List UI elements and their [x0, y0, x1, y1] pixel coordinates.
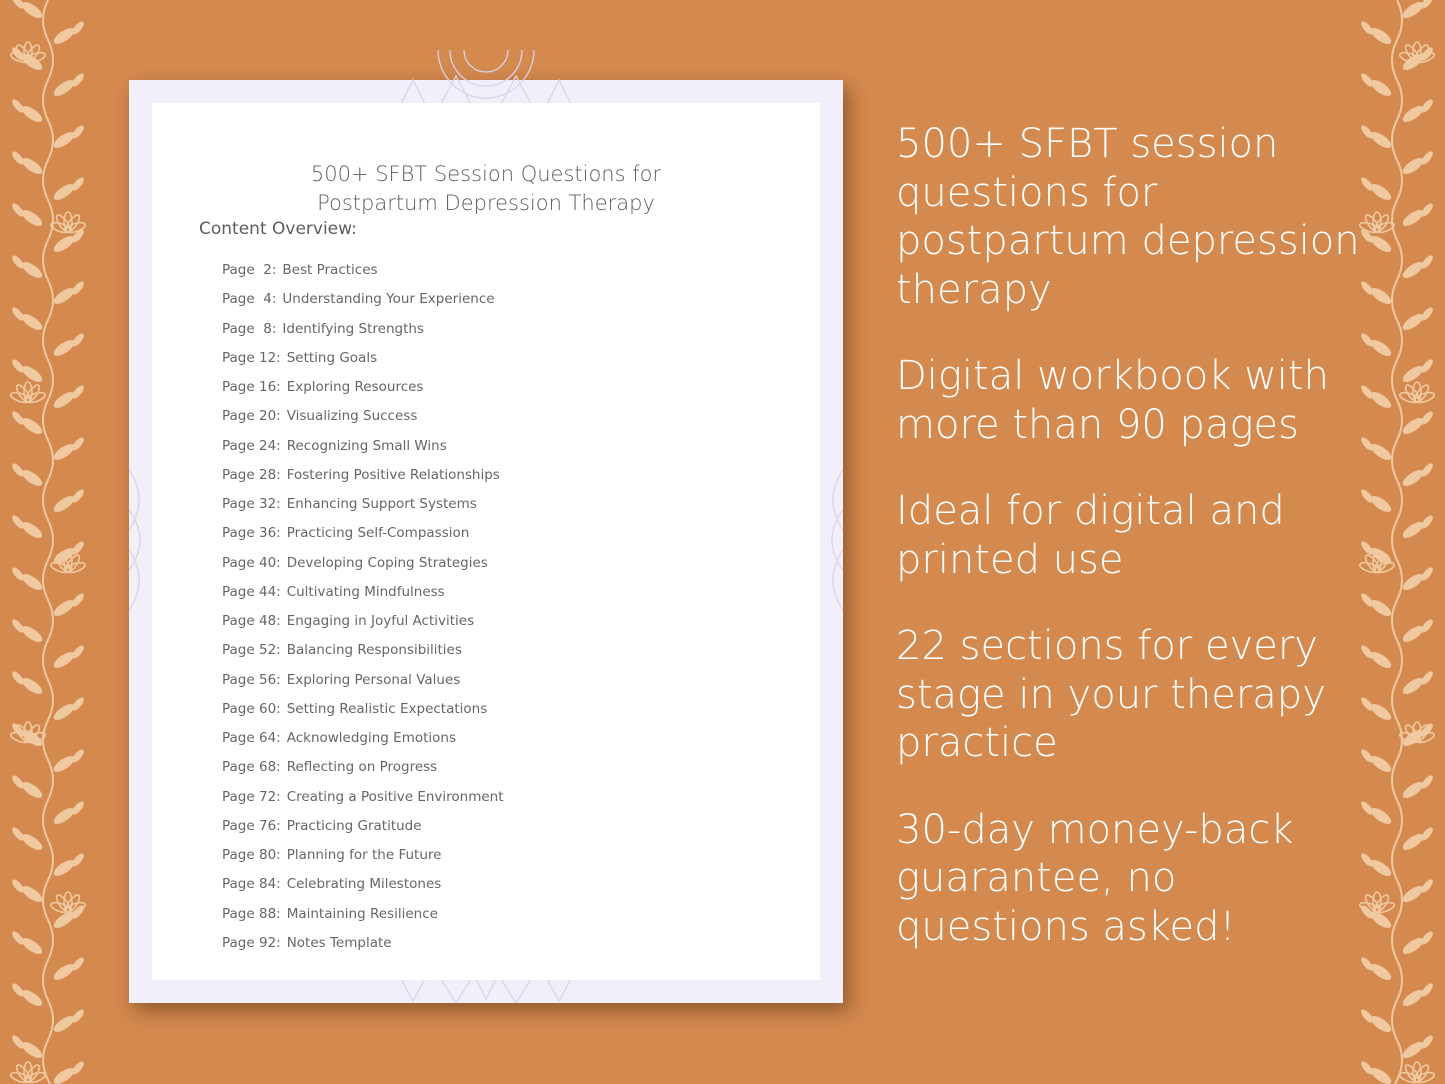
feature-line: printed use: [896, 536, 1124, 583]
toc-section-title: Exploring Resources: [286, 379, 424, 395]
toc-page-number: Page 60:: [222, 700, 281, 717]
toc-page-number: Page 72:: [222, 788, 281, 805]
feature-line: postpartum depression: [896, 218, 1360, 264]
toc-section-title: Identifying Strengths: [282, 320, 424, 337]
toc-section-title: Creating a Positive Environment: [286, 788, 504, 805]
toc-entry: [222, 870, 504, 899]
mandala-bottom-icon: [381, 979, 591, 1003]
toc-entry: [222, 812, 504, 841]
floral-vine-left-icon: [0, 0, 95, 1084]
toc-entry: [222, 607, 504, 636]
feature-item: [896, 622, 1366, 768]
toc-page-number: Page 4:: [222, 291, 277, 308]
toc-entry: [222, 841, 504, 870]
table-of-contents: [222, 256, 504, 958]
toc-entry: [222, 666, 504, 695]
toc-section-title: Visualizing Success: [286, 408, 418, 425]
toc-entry: [222, 929, 504, 958]
toc-page-number: Page 88:: [222, 905, 281, 922]
toc-entry: [222, 753, 504, 782]
toc-page-number: Page 84:: [222, 876, 281, 893]
toc-page-number: Page 36:: [222, 525, 281, 542]
toc-page-number: Page 32:: [222, 496, 281, 512]
toc-entry: [222, 461, 504, 490]
toc-entry: [222, 519, 504, 548]
toc-page-number: Page 40:: [222, 554, 281, 571]
toc-page-number: Page 48:: [222, 613, 281, 629]
feature-line: 30-day money-back: [896, 806, 1294, 853]
toc-page-number: Page 8:: [222, 320, 277, 337]
mandala-top-icon: [381, 50, 591, 104]
toc-page-number: Page 28:: [222, 466, 281, 483]
feature-line: 500+ SFBT session: [896, 121, 1279, 167]
feature-item: [896, 487, 1366, 584]
toc-entry: [222, 636, 504, 665]
content-overview-heading: Content Overview:: [199, 219, 357, 239]
feature-line: guarantee, no: [896, 855, 1177, 901]
toc-page-number: Page 92:: [222, 934, 281, 951]
toc-section-title: Reflecting on Progress: [286, 759, 438, 776]
toc-section-title: Notes Template: [286, 934, 392, 951]
feature-line: more than 90 pages: [896, 401, 1299, 448]
toc-page-number: Page 68:: [222, 759, 281, 776]
toc-section-title: Practicing Gratitude: [286, 817, 422, 834]
toc-section-title: Celebrating Milestones: [286, 876, 442, 893]
feature-list: [896, 120, 1366, 989]
feature-line: questions for: [896, 169, 1158, 216]
toc-page-number: Page 80:: [222, 847, 281, 863]
toc-section-title: Balancing Responsibilities: [286, 642, 462, 659]
toc-entry: [222, 549, 504, 578]
toc-section-title: Exploring Personal Values: [286, 671, 461, 688]
toc-page-number: Page 52:: [222, 642, 281, 659]
mandala-left-icon: [129, 460, 153, 620]
toc-section-title: Developing Coping Strategies: [286, 554, 488, 571]
mandala-right-icon: [819, 460, 843, 620]
toc-section-title: Planning for the Future: [286, 847, 442, 863]
toc-page-number: Page 56:: [222, 671, 281, 688]
toc-entry: [222, 900, 504, 929]
toc-section-title: Practicing Self-Compassion: [286, 525, 470, 542]
toc-page-number: Page 44:: [222, 583, 281, 600]
feature-line: 22 sections for every: [896, 623, 1318, 669]
toc-section-title: Setting Realistic Expectations: [286, 700, 488, 717]
toc-entry: [222, 315, 504, 344]
document-title: [152, 160, 820, 218]
toc-entry: [222, 402, 504, 431]
toc-section-title: Understanding Your Experience: [282, 291, 495, 308]
feature-line: practice: [896, 720, 1058, 766]
toc-entry: [222, 344, 504, 373]
toc-page-number: Page 2:: [222, 262, 277, 278]
toc-page-number: Page 24:: [222, 437, 281, 454]
toc-section-title: Engaging in Joyful Activities: [286, 613, 475, 629]
toc-page-number: Page 76:: [222, 817, 281, 834]
toc-section-title: Acknowledging Emotions: [286, 730, 456, 746]
feature-line: therapy: [896, 266, 1052, 313]
toc-section-title: Best Practices: [282, 262, 378, 278]
toc-section-title: Fostering Positive Relationships: [286, 466, 500, 483]
toc-section-title: Enhancing Support Systems: [286, 496, 477, 512]
toc-section-title: Recognizing Small Wins: [286, 437, 447, 454]
toc-section-title: Maintaining Resilience: [286, 905, 438, 922]
toc-entry: [222, 373, 504, 402]
feature-item: [896, 806, 1366, 952]
toc-page-number: Page 12:: [222, 349, 281, 366]
toc-section-title: Setting Goals: [286, 349, 378, 366]
toc-page-number: Page 64:: [222, 730, 281, 746]
toc-entry: [222, 285, 504, 314]
page-content: [152, 103, 820, 980]
feature-item: [896, 120, 1366, 314]
document-title-line: Postpartum Depression Therapy: [317, 191, 655, 215]
toc-page-number: Page 16:: [222, 379, 281, 395]
feature-line: Digital workbook with: [896, 353, 1329, 399]
feature-item: [896, 352, 1366, 449]
toc-entry: [222, 724, 504, 753]
toc-entry: [222, 490, 504, 519]
toc-entry: [222, 256, 504, 285]
document-title-line: 500+ SFBT Session Questions for: [310, 162, 662, 186]
toc-entry: [222, 578, 504, 607]
workbook-page-preview: [129, 80, 843, 1003]
toc-entry: [222, 695, 504, 724]
feature-line: questions asked!: [896, 903, 1236, 950]
toc-entry: [222, 783, 504, 812]
toc-entry: [222, 432, 504, 461]
toc-page-number: Page 20:: [222, 408, 281, 425]
feature-line: stage in your therapy: [896, 671, 1326, 718]
feature-line: Ideal for digital and: [896, 488, 1285, 534]
toc-section-title: Cultivating Mindfulness: [286, 583, 445, 600]
